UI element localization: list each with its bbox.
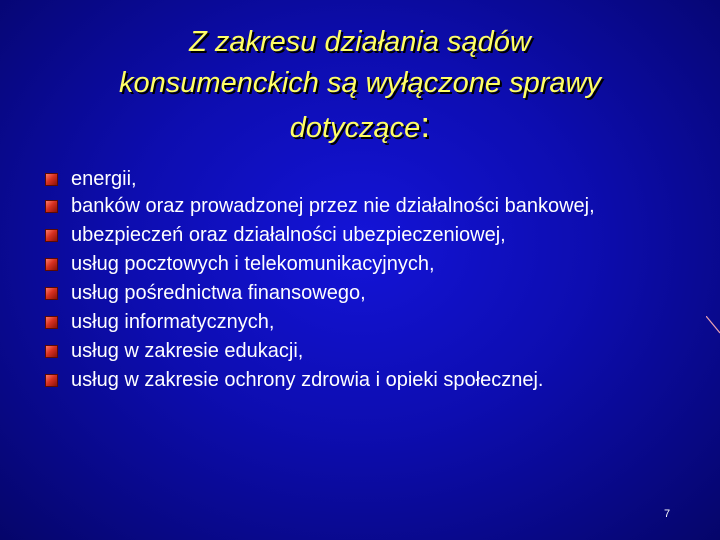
list-item-text: usług w zakresie ochrony zdrowia i opieki społecznej. (71, 369, 544, 391)
list-item-text: usług informatycznych, (71, 311, 275, 333)
decorative-line-icon (706, 316, 720, 334)
square-bullet-icon (45, 374, 58, 387)
square-bullet-icon (45, 173, 58, 186)
title-line-3 (40, 104, 680, 149)
list-item-text: usług pocztowych i telekomunikacyjnych, (71, 253, 435, 275)
list-item (40, 310, 672, 335)
list-item-text: usług w zakresie edukacji, (71, 340, 304, 362)
title-line-1: Z zakresu działania sądów (189, 26, 531, 58)
square-bullet-icon (45, 287, 58, 300)
list-item (40, 339, 672, 364)
list-item (40, 252, 672, 277)
title-line-3-text: dotyczące (289, 112, 421, 144)
square-bullet-icon (45, 316, 58, 329)
list-item-text: ubezpieczeń oraz działalności ubezpieczeniowej, (71, 224, 506, 246)
list-item (40, 194, 672, 219)
title-line-2: konsumenckich są wyłączone sprawy (119, 67, 601, 99)
square-bullet-icon (45, 258, 58, 271)
slide-title (40, 22, 680, 149)
bullet-list (40, 167, 672, 397)
square-bullet-icon (45, 200, 58, 213)
square-bullet-icon (45, 345, 58, 358)
title-colon: : (420, 104, 431, 145)
list-item (40, 167, 672, 192)
square-bullet-icon (45, 229, 58, 242)
list-item (40, 368, 672, 393)
list-item-text: banków oraz prowadzonej przez nie działalności bankowej, (71, 195, 595, 217)
list-item (40, 223, 672, 248)
list-item-text: usług pośrednictwa finansowego, (71, 282, 366, 304)
list-item-text: energii, (71, 168, 137, 190)
list-item (40, 281, 672, 306)
page-number: 7 (664, 508, 671, 520)
